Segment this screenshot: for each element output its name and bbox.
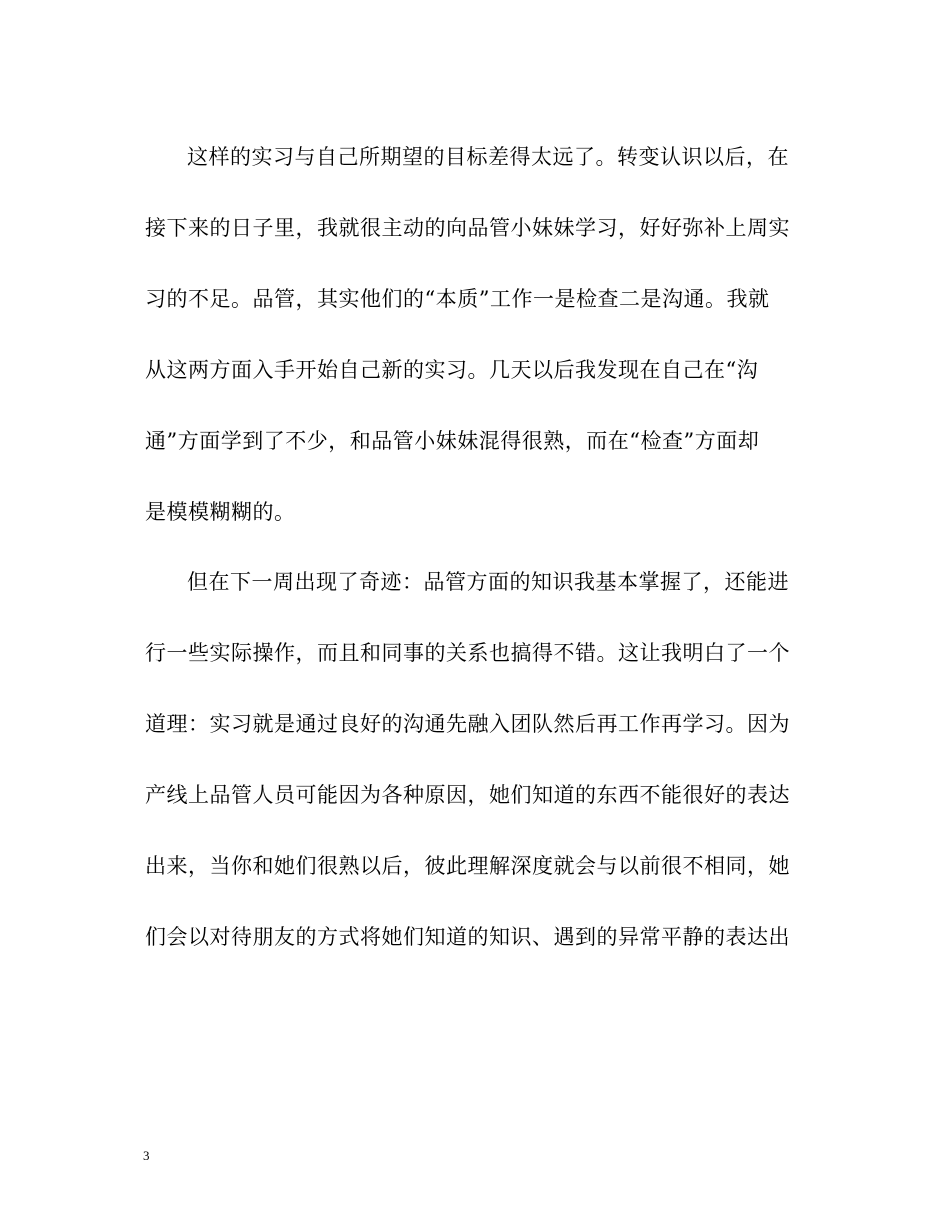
paragraph-2-line-5: 出来，当你和她们很熟以后，彼此理解深度就会与以前很不相同，她 [145,854,790,878]
paragraph-1-line-3: 习的不足。品管，其实他们的“本质”工作一是检查二是沟通。我就 [145,287,770,311]
paragraph-1-line-2: 接下来的日子里，我就很主动的向品管小妹妹学习，好好弥补上周实 [145,216,790,240]
paragraph-1-line-5: 通”方面学到了不少，和品管小妹妹混得很熟，而在“检查”方面却 [145,429,760,453]
paragraph-2-line-3: 道理：实习就是通过良好的沟通先融入团队然后再工作再学习。因为 [145,712,790,736]
paragraph-2-line-6: 们会以对待朋友的方式将她们知道的知识、遇到的异常平静的表达出 [145,925,790,949]
paragraph-2-line-2: 行一些实际操作，而且和同事的关系也搞得不错。这让我明白了一个 [145,641,790,665]
paragraph-2-line-4: 产线上品管人员可能因为各种原因，她们知道的东西不能很好的表达 [145,783,790,807]
paragraph-2-line-1: 但在下一周出现了奇迹：品管方面的知识我基本掌握了，还能进 [187,570,789,594]
paragraph-1-line-6: 是模模糊糊的。 [145,500,296,524]
page-number: 3 [143,1148,150,1163]
paragraph-1-line-1: 这样的实习与自己所期望的目标差得太远了。转变认识以后，在 [187,145,789,169]
paragraph-1-line-4: 从这两方面入手开始自己新的实习。几天以后我发现在自己在“沟 [145,358,759,382]
